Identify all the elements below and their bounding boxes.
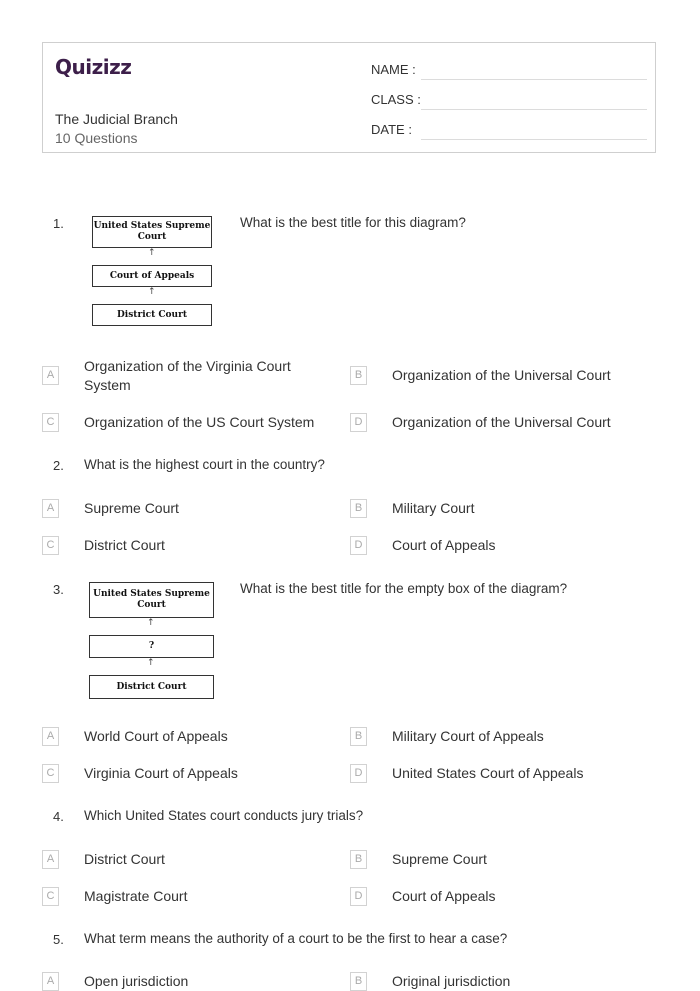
option-letter-d: D [350,536,367,555]
option-letter-c: C [42,764,59,783]
option-letter-a: A [42,972,59,991]
answer-option[interactable]: District Court [84,851,165,867]
answer-option[interactable]: Organization of the US Court System [84,414,315,430]
name-line[interactable] [421,79,647,80]
question-3-number: 3. [53,582,64,597]
diagram-box-supreme: United States Supreme Court [92,216,212,248]
class-field [371,92,421,107]
class-line[interactable] [421,109,647,110]
answer-option[interactable]: Magistrate Court [84,888,188,904]
question-5-text: What term means the authority of a court to be the first to hear a case? [84,931,508,946]
diagram-box-appeals: Court of Appeals [92,265,212,287]
answer-option[interactable]: Organization of the Universal Court [392,367,611,383]
answer-option[interactable]: Organization of the Virginia Court System [84,358,291,393]
answer-option[interactable]: Supreme Court [84,500,179,516]
question-2-number: 2. [53,458,64,473]
option-letter-b: B [350,366,367,385]
option-letter-c: C [42,413,59,432]
option-letter-c: C [42,536,59,555]
answer-option[interactable]: Open jurisdiction [84,973,189,989]
question-1-number: 1. [53,216,64,231]
arrow-up-icon: ↑ [147,618,155,628]
answer-option[interactable]: Virginia Court of Appeals [84,765,238,781]
answer-option[interactable]: Military Court [392,500,475,516]
diagram-box-district: District Court [89,675,214,699]
option-letter-d: D [350,413,367,432]
question-3-text: What is the best title for the empty box of the diagram? [240,581,568,596]
arrow-up-icon: ↑ [147,658,155,668]
diagram-box-supreme: United States Supreme Court [89,582,214,618]
answer-option[interactable]: World Court of Appeals [84,728,228,744]
diagram-box-empty: ? [89,635,214,658]
answer-option[interactable]: Court of Appeals [392,888,496,904]
answer-option[interactable]: United States Court of Appeals [392,765,584,781]
arrow-up-icon: ↑ [148,248,156,258]
option-letter-c: C [42,887,59,906]
option-letter-a: A [42,366,59,385]
date-label: DATE : [371,122,412,137]
question-count: 10 Questions [55,130,138,146]
answer-option[interactable]: Organization of the Universal Court [392,414,611,430]
question-2-text: What is the highest court in the country? [84,457,325,472]
worksheet-header [42,42,656,153]
option-letter-b: B [350,727,367,746]
quizizz-logo: Quizizz [55,55,132,79]
answer-option[interactable]: Military Court of Appeals [392,728,544,744]
option-letter-d: D [350,764,367,783]
name-label: NAME : [371,62,416,77]
question-4-text: Which United States court conducts jury trials? [84,808,364,823]
option-letter-b: B [350,972,367,991]
date-line[interactable] [421,139,647,140]
question-5-number: 5. [53,932,64,947]
answer-option[interactable]: Court of Appeals [392,537,496,553]
option-letter-a: A [42,499,59,518]
option-letter-d: D [350,887,367,906]
option-letter-b: B [350,499,367,518]
question-1-diagram [92,216,212,328]
arrow-up-icon: ↑ [148,287,156,297]
option-letter-b: B [350,850,367,869]
class-label: CLASS : [371,92,421,107]
question-4-number: 4. [53,809,64,824]
answer-option[interactable]: Original jurisdiction [392,973,511,989]
name-field [371,62,416,77]
date-field [371,122,412,137]
option-letter-a: A [42,727,59,746]
answer-option[interactable]: Supreme Court [392,851,487,867]
answer-option[interactable]: District Court [84,537,165,553]
worksheet-title: The Judicial Branch [55,111,178,127]
question-1-text: What is the best title for this diagram? [240,215,466,230]
question-3-diagram [89,582,214,702]
option-letter-a: A [42,850,59,869]
diagram-box-district: District Court [92,304,212,326]
